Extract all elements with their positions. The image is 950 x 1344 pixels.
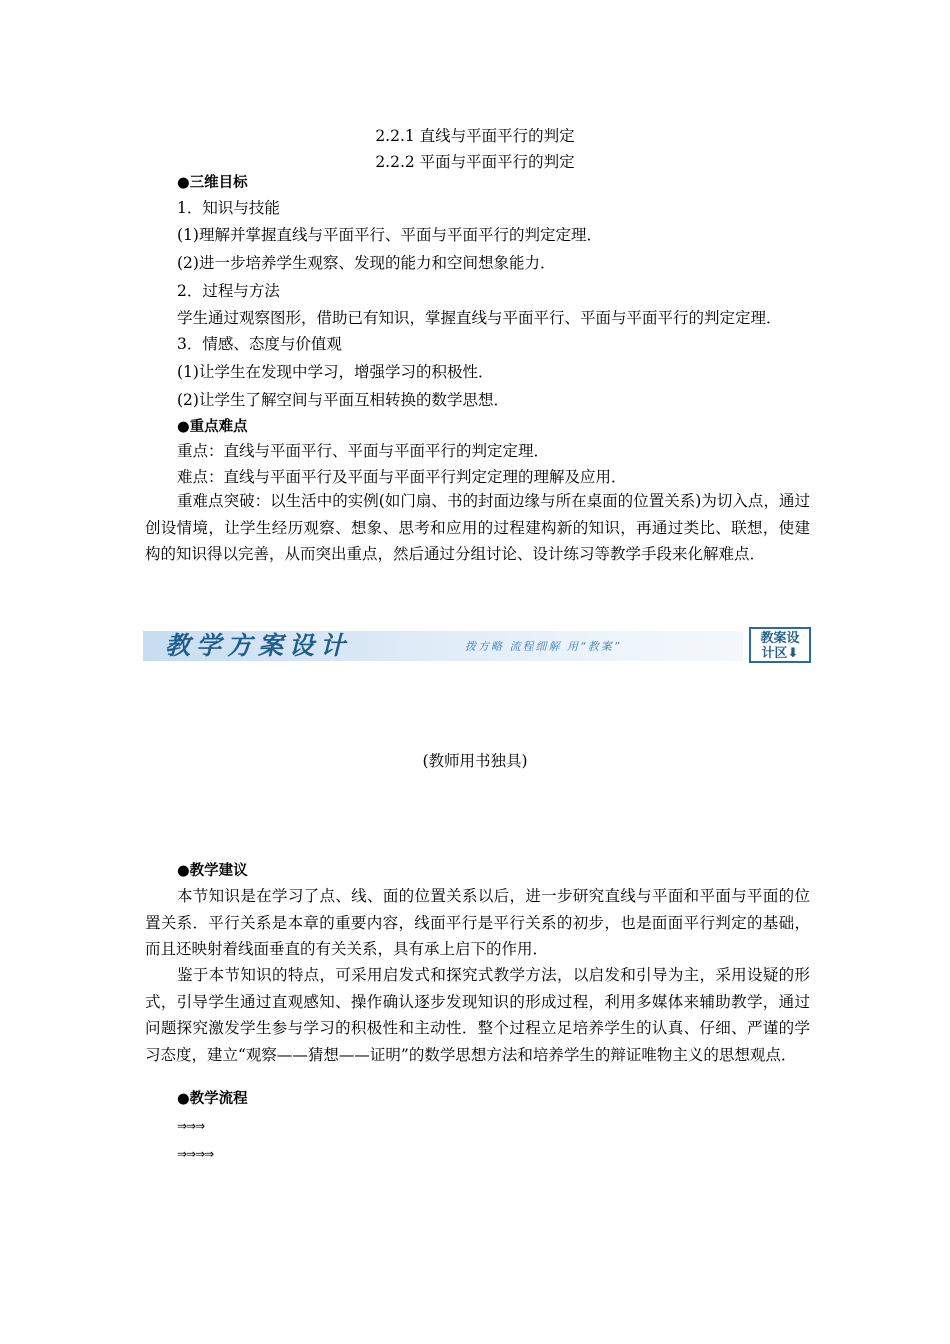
banner-title: 教学方案设计: [165, 631, 352, 660]
goals-heading: ●三维目标: [177, 175, 248, 191]
emotion-item-2: (2)让学生了解空间与平面互相转换的数学思想．: [177, 391, 509, 409]
flow-heading: ●教学流程: [177, 1091, 248, 1107]
process-heading: 2．过程与方法: [177, 282, 280, 300]
difficulty-text: 难点：直线与平面平行及平面与平面平行判定定理的理解及应用．: [177, 468, 627, 486]
suggestion-paragraph-1: 本节知识是在学习了点、线、面的位置关系以后，进一步研究直线与平面和平面与平面的位置关系．平行关系是本章的重要内容，线面平行是平行关系的初步，也是面面平行判定的基础，而且还映射着线面垂直的有关关系，具有承上启下的作用．: [145, 887, 810, 958]
banner-subtitle: 拨方略 流程细解 用“教案”: [465, 640, 622, 653]
suggestion-heading: ●教学建议: [177, 863, 248, 879]
flow-arrows-row-2: ⇒⇒⇒⇒: [177, 1147, 214, 1161]
section-title-2: 2.2.2 平面与平面平行的判定: [375, 153, 575, 171]
emotion-item-1: (1)让学生在发现中学习，增强学习的积极性．: [177, 363, 494, 381]
teacher-only-note: (教师用书独具): [422, 752, 528, 770]
emotion-heading: 3．情感、态度与价值观: [177, 335, 342, 353]
breakthrough-paragraph: 重难点突破：以生活中的实例(如门扇、书的封面边缘与所在桌面的位置关系)为切入点，通过创设情境，让学生经历观察、想象、思考和应用的过程建构新的知识，再通过类比、联想，使建构的知识得以完善，从而突出重点，然后通过分组讨论、设计练习等教学手段来化解难点．: [145, 492, 810, 563]
badge-line-1: 教案设: [760, 631, 800, 646]
badge-line-2: 计区⬇: [761, 646, 799, 661]
key-point-text: 重点：直线与平面平行、平面与平面平行的判定定理．: [177, 442, 550, 460]
process-item-1: 学生通过观察图形，借助已有知识，掌握直线与平面平行、平面与平面平行的判定定理．: [177, 309, 782, 327]
knowledge-item-2: (2)进一步培养学生观察、发现的能力和空间想象能力．: [177, 254, 556, 272]
suggestion-paragraph-2: 鉴于本节知识的特点，可采用启发式和探究式教学方法，以启发和引导为主，采用设疑的形式，引导学生通过直观感知、操作确认逐步发现知识的形成过程，利用多媒体来辅助教学，通过问题探究激发学生参与学习的积极性和主动性．整个过程立足培养学生的认真、仔细、严谨的学习态度，建立“观察——猜想——证明”的数学思想方法和培养学生的辩证唯物主义的思想观点．: [145, 966, 810, 1064]
flow-arrows-row-1: ⇒⇒⇒: [177, 1119, 205, 1133]
section-title-1: 2.2.1 直线与平面平行的判定: [375, 127, 575, 145]
teaching-plan-banner: [143, 625, 815, 667]
knowledge-item-1: (1)理解并掌握直线与平面平行、平面与平面平行的判定定理．: [177, 226, 602, 244]
teaching-plan-area-badge: [749, 627, 811, 663]
knowledge-heading: 1．知识与技能: [177, 199, 280, 217]
key-points-heading: ●重点难点: [177, 419, 248, 435]
